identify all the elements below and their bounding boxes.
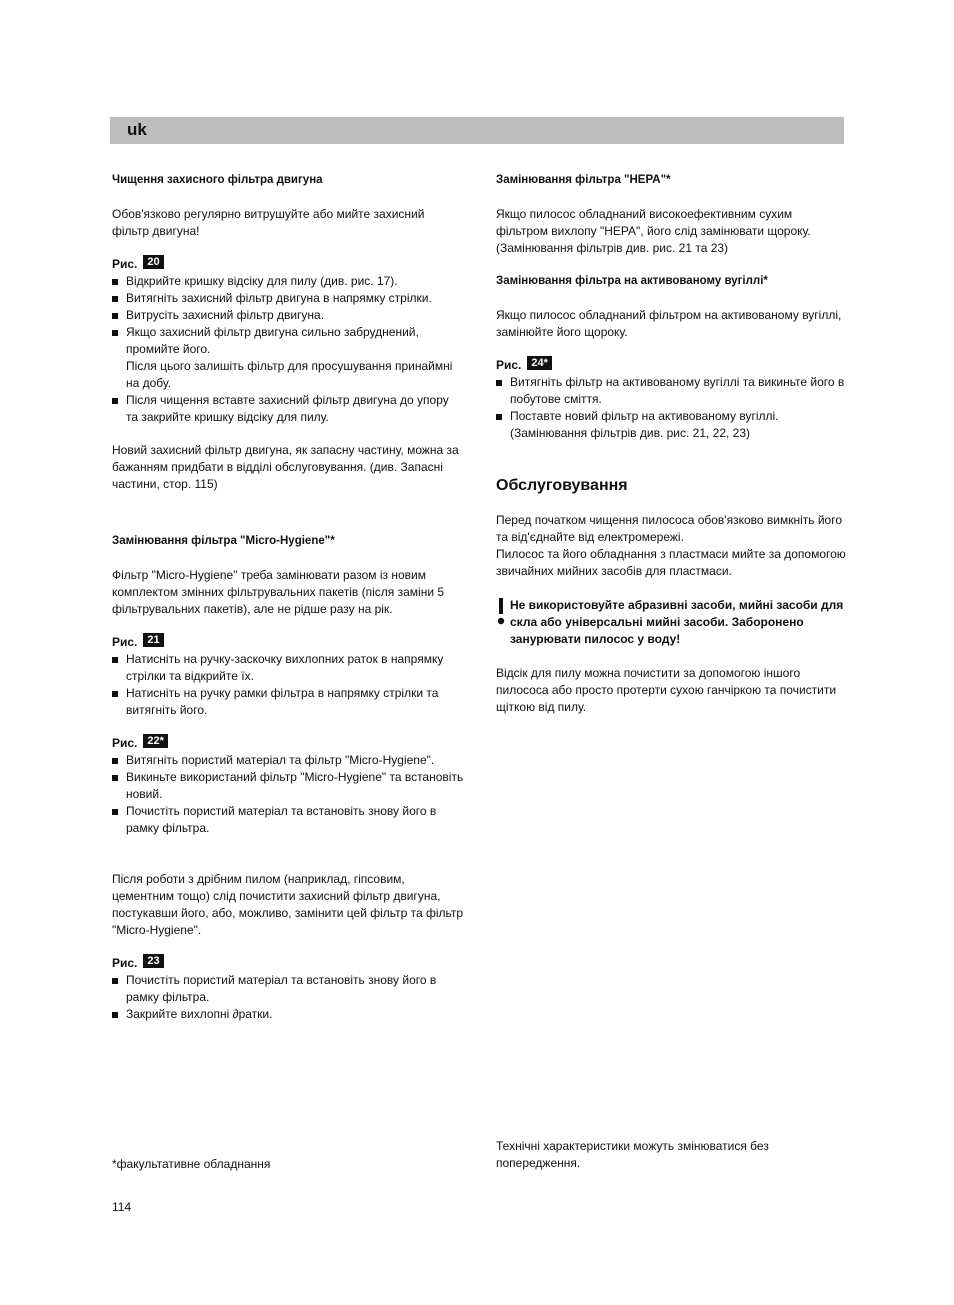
steps-list (496, 374, 846, 442)
page-number: 114 (112, 1200, 132, 1214)
section-title-motor-filter: Чищення захисного фільтра двигуна (112, 174, 323, 186)
steps-list (112, 972, 464, 1023)
section-title-maintenance: Обслуговування (496, 477, 628, 494)
list-item: Почистіть пористий матеріал та встановіть знову його в рамку фільтра. (112, 972, 464, 1006)
figure-label: Рис. (496, 358, 522, 372)
figure-ref (112, 735, 464, 752)
figure-number: 24* (527, 356, 552, 370)
figure-number: 23 (143, 954, 163, 968)
paragraph: Після роботи з дрібним пилом (наприклад, гіпсовим, цементним тощо) слід почистити захисний фільтр двигуна, постукавши його, або, можливо, замінити цей фільтр та фільтр "Micro-Hygiene". (112, 872, 464, 937)
language-header-bar (110, 117, 844, 144)
list-item: Натисніть на ручку рамки фільтра в напрямку стрілки та витягніть його. (112, 685, 464, 719)
list-item (112, 324, 464, 392)
warning-text: Не використовуйте абразивні засоби, мийні засоби для скла або універсальні мийні засоби. Заборонено занурювати пилосос у воду! (510, 598, 844, 646)
figure-number: 21 (143, 633, 163, 647)
language-code: uk (127, 120, 147, 139)
section-title-hepa: Замінювання фільтра "HEPA"* (496, 174, 671, 186)
figure-ref (112, 256, 464, 273)
figure-label: Рис. (112, 956, 138, 970)
section-title-micro-hygiene: Замінювання фільтра "Micro-Hygiene"* (112, 535, 335, 547)
figure-label: Рис. (112, 736, 138, 750)
paragraph: Новий захисний фільтр двигуна, як запасну частину, можна за бажанням придбати в відділі обслуговування. (див. Запасні частини, стор. 115) (112, 443, 459, 491)
figure-label: Рис. (112, 635, 138, 649)
warning-icon (496, 598, 506, 626)
list-item: Почистіть пористий матеріал та встановіть знову його в рамку фільтра. (112, 803, 464, 837)
list-item: Натисніть на ручку-заскочку вихлопних раток в напрямку стрілки та відкрийте їх. (112, 651, 464, 685)
list-item: Витягніть захисний фільтр двигуна в напрямку стрілки. (112, 290, 464, 307)
paragraph: Перед початком чищення пилососа обов'язково вимкніть його та від'єднайте від електромережі. (496, 513, 843, 544)
figure-label: Рис. (112, 257, 138, 271)
paragraph: Якщо пилосос обладнаний фільтром на активованому вугіллі, замінюйте його щороку. (496, 308, 842, 339)
list-item-text: Після цього залишіть фільтр для просушування принаймні на добу. (126, 359, 453, 390)
list-item: Витягніть фільтр на активованому вугіллі та викиньте його в побутове сміття. (496, 374, 846, 408)
figure-ref (496, 357, 846, 374)
figure-number: 22* (143, 734, 168, 748)
figure-ref (112, 634, 464, 651)
list-item: Закрийте вихлопні ∂ратки. (112, 1006, 464, 1023)
list-item: Після чищення вставте захисний фільтр двигуна до упору та закрийте кришку відсіку для пилу. (112, 392, 464, 426)
specs-note: Технічні характеристики можуть змінюватися без попередження. (496, 1139, 769, 1170)
steps-list (112, 651, 464, 719)
footnote: *факультативне обладнання (112, 1157, 271, 1171)
steps-list (112, 752, 464, 837)
list-item: Викиньте використаний фільтр "Micro-Hygiene" та встановіть новий. (112, 769, 464, 803)
left-column (112, 172, 464, 1023)
figure-number: 20 (143, 255, 163, 269)
list-item: Витягніть пористий матеріал та фільтр "Micro-Hygiene". (112, 752, 464, 769)
paragraph: Обов'язково регулярно витрушуйте або мийте захисний фільтр двигуна! (112, 207, 425, 238)
list-item: Поставте новий фільтр на активованому вугіллі. (Замінювання фільтрів див. рис. 21, 22, 23) (496, 408, 846, 442)
paragraph: Якщо пилосос обладнаний високоефективним сухим фільтром вихлопу "HEPA", його слід замінювати щороку. (Замінювання фільтрів див. рис. 21 та 23) (496, 207, 811, 255)
list-item-text: Якщо захисний фільтр двигуна сильно забруднений, промийте його. (126, 325, 419, 356)
paragraph: Фільтр "Micro-Hygiene" треба замінювати разом із новим комплектом змінних фільтрувальних пакетів (після заміни 5 фільтрувальних пакетів), але не рідше разу на рік. (112, 568, 445, 616)
paragraph: Пилосос та його обладнання з пластмаси мийте за допомогою звичайних мийних засобів для пластмаси. (496, 547, 846, 578)
list-item: Відкрийте кришку відсіку для пилу (див. рис. 17). (112, 273, 464, 290)
warning-notice (496, 597, 846, 648)
paragraph: Відсік для пилу можна почистити за допомогою іншого пилососа або просто протерти сухою ганчіркою та почистити щіткою від пилу. (496, 666, 837, 714)
list-item: Витрусіть захисний фільтр двигуна. (112, 307, 464, 324)
section-title-carbon-filter: Замінювання фільтра на активованому вугіллі* (496, 275, 768, 287)
figure-ref (112, 955, 464, 972)
steps-list (112, 273, 464, 426)
right-column (496, 172, 846, 716)
